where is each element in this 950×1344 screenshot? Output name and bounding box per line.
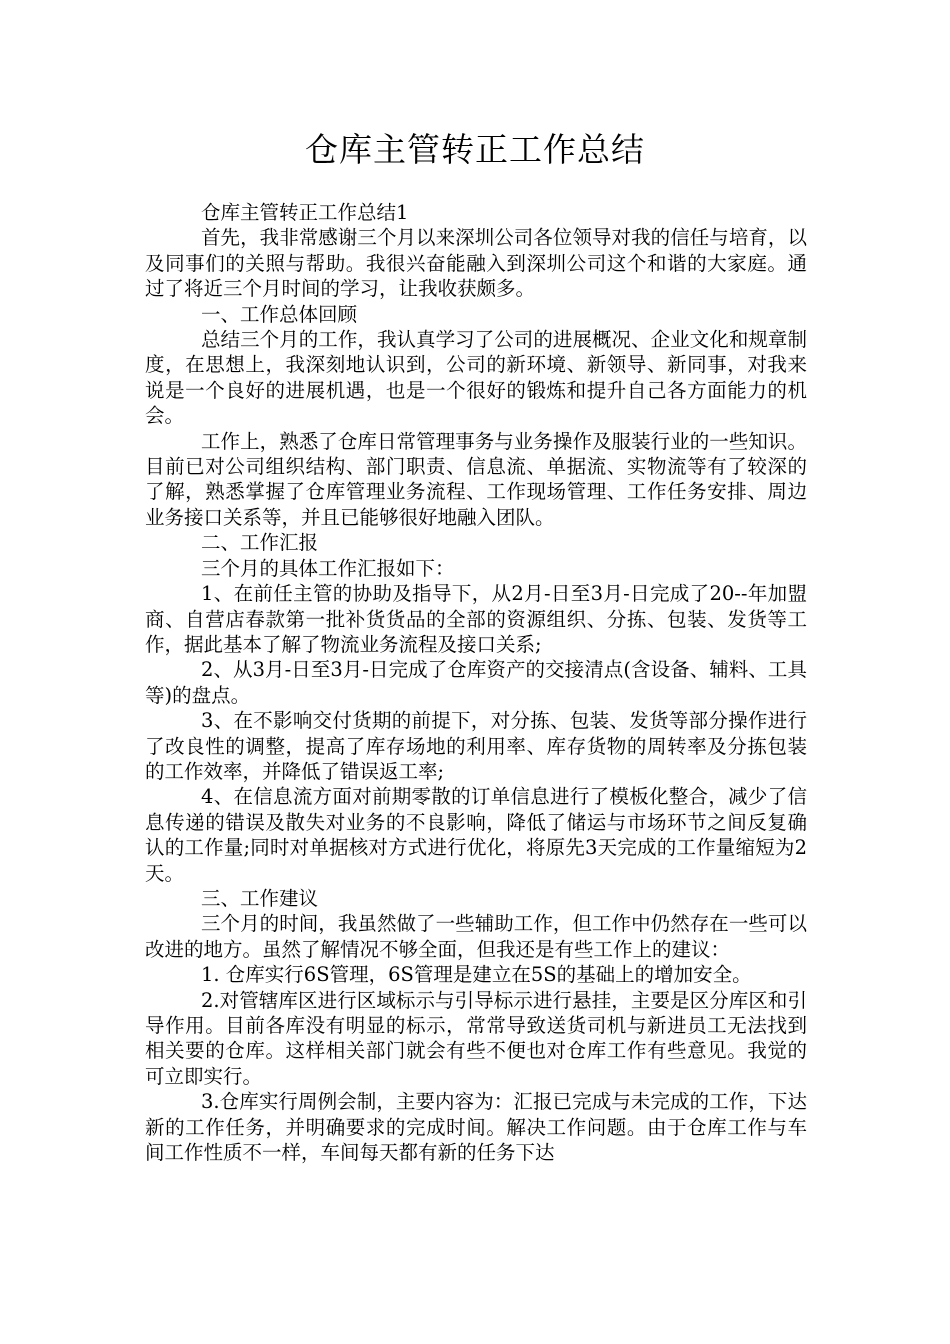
report-item-2: 2、从3月-日至3月-日完成了仓库资产的交接清点(含设备、辅料、工具等)的盘点。 xyxy=(145,658,807,707)
paragraph-review-summary: 总结三个月的工作，我认真学习了公司的进展概况、企业文化和规章制度，在思想上，我深刻地认识到，公司的新环境、新领导、新同事，对我来说是一个良好的进展机遇，也是一个很好的锻炼和提升自己各方面能力的机会。 xyxy=(145,328,807,428)
report-item-1: 1、在前任主管的协助及指导下，从2月-日至3月-日完成了20--年加盟商、自营店春款第一批补货货品的全部的资源组织、分拣、包装、发货等工作，据此基本了解了物流业务流程及接口关系; xyxy=(145,582,807,656)
section-heading-report: 二、工作汇报 xyxy=(201,531,319,555)
report-item-4: 4、在信息流方面对前期零散的订单信息进行了模板化整合，减少了信息传递的错误及散失对业务的不良影响，降低了储运与市场环节之间反复确认的工作量;同时对单据核对方式进行优化，将原先3天完成的工作量缩短为2天。 xyxy=(145,785,807,885)
document-title: 仓库主管转正工作总结 xyxy=(305,130,645,169)
section-heading-suggestions: 三、工作建议 xyxy=(201,886,319,910)
document-body xyxy=(145,200,807,1165)
report-item-3: 3、在不影响交付货期的前提下，对分拣、包装、发货等部分操作进行了改良性的调整，提高了库存场地的利用率、库存货物的周转率及分拣包装的工作效率，并降低了错误返工率; xyxy=(145,709,807,783)
paragraph-suggestions-intro: 三个月的时间，我虽然做了一些辅助工作，但工作中仍然存在一些可以改进的地方。虽然了解情况不够全面，但我还是有些工作上的建议： xyxy=(145,912,807,961)
section-heading-review: 一、工作总体回顾 xyxy=(201,302,358,326)
paragraph-subtitle: 仓库主管转正工作总结1 xyxy=(201,201,409,224)
suggestion-item-1: 1. 仓库实行6S管理，6S管理是建立在5S的基础上的增加安全。 xyxy=(201,963,752,987)
paragraph-intro: 首先，我非常感谢三个月以来深圳公司各位领导对我的信任与培育，以及同事们的关照与帮助。我很兴奋能融入到深圳公司这个和谐的大家庭。通过了将近三个月时间的学习，让我收获颇多。 xyxy=(145,226,807,301)
suggestion-item-3: 3.仓库实行周例会制，主要内容为：汇报已完成与未完成的工作，下达新的工作任务，并明确要求的完成时间。解决工作问题。由于仓库工作与车间工作性质不一样，车间每天都有新的任务下达 xyxy=(145,1090,807,1165)
suggestion-item-2: 2.对管辖库区进行区域标示与引导标示进行悬挂，主要是区分库区和引导作用。目前各库没有明显的标示，常常导致送货司机与新进员工无法找到相关要的仓库。这样相关部门就会有些不便也对仓库工作有些意见。我觉的可立即实行。 xyxy=(145,988,807,1088)
paragraph-review-work: 工作上，熟悉了仓库日常管理事务与业务操作及服装行业的一些知识。目前已对公司组织结构、部门职责、信息流、单据流、实物流等有了较深的了解，熟悉掌握了仓库管理业务流程、工作现场管理、工作任务安排、周边业务接口关系等，并且已能够很好地融入团队。 xyxy=(145,429,807,529)
paragraph-report-intro: 三个月的具体工作汇报如下： xyxy=(201,556,455,580)
